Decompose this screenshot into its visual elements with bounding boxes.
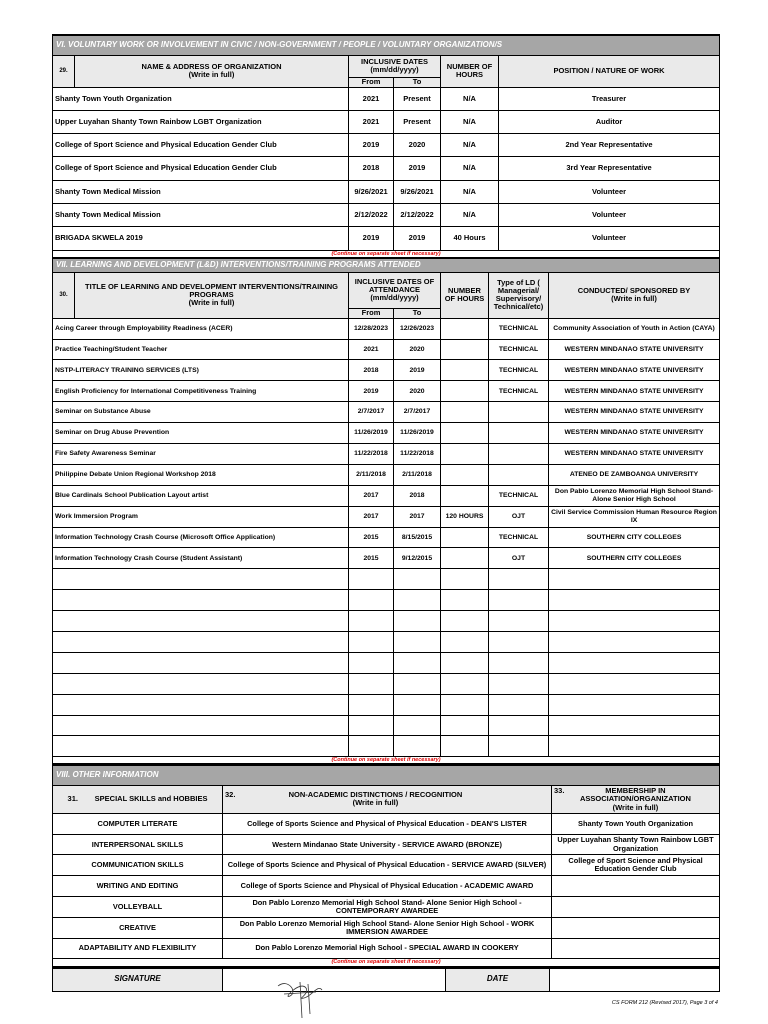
number-of-hours xyxy=(441,673,489,694)
ld-type xyxy=(489,423,549,444)
date-to: 9/12/2015 xyxy=(394,548,441,569)
hours-header: NUMBER OF HOURS xyxy=(441,272,489,318)
organization-name: Shanty Town Medical Mission xyxy=(53,180,349,203)
date-from xyxy=(349,569,394,590)
table-row xyxy=(53,813,720,834)
number-of-hours xyxy=(441,402,489,423)
training-title: English Proficiency for International Competitiveness Training xyxy=(53,381,349,402)
sponsor xyxy=(549,611,720,632)
continue-note: (Continue on separate sheet if necessary) xyxy=(53,250,720,257)
sponsor: ATENEO DE ZAMBOANGA UNIVERSITY xyxy=(549,464,720,485)
position: Treasurer xyxy=(499,87,720,110)
sponsor: WESTERN MINDANAO STATE UNIVERSITY xyxy=(549,402,720,423)
number-of-hours xyxy=(441,527,489,548)
number-of-hours: N/A xyxy=(441,110,499,133)
membership xyxy=(552,938,720,959)
table-row xyxy=(53,402,720,423)
item-number-33: 33. xyxy=(554,786,565,795)
ld-type: TECHNICAL xyxy=(489,339,549,360)
number-of-hours: 120 HOURS xyxy=(441,506,489,527)
item-number-32: 32. xyxy=(225,790,236,800)
date-from: 2021 xyxy=(349,110,394,133)
training-title xyxy=(53,673,349,694)
date-to: Present xyxy=(394,110,441,133)
date-from: 2019 xyxy=(349,134,394,157)
ld-type xyxy=(489,464,549,485)
date-from xyxy=(349,694,394,715)
training-title xyxy=(53,569,349,590)
date-from: 2018 xyxy=(349,360,394,381)
table-row xyxy=(53,876,720,897)
ld-type xyxy=(489,694,549,715)
sponsor: WESTERN MINDANAO STATE UNIVERSITY xyxy=(549,443,720,464)
date-to: 2/12/2022 xyxy=(394,203,441,226)
distinctions-header: 32. NON-ACADEMIC DISTINCTIONS / RECOGNITION (Write in full) xyxy=(223,785,552,813)
table-row xyxy=(53,485,720,506)
position: 3rd Year Representative xyxy=(499,157,720,180)
date-from: 2/7/2017 xyxy=(349,402,394,423)
inclusive-dates-header: INCLUSIVE DATES (mm/dd/yyyy) xyxy=(349,55,441,77)
ld-type-header: Type of LD ( Managerial/ Supervisory/ Technical/etc) xyxy=(489,272,549,318)
table-row xyxy=(53,339,720,360)
distinction: College of Sports Science and Physical of Physical Education - ACADEMIC AWARD xyxy=(223,876,552,897)
table-row xyxy=(53,673,720,694)
ld-type xyxy=(489,443,549,464)
number-of-hours xyxy=(441,694,489,715)
ld-type: TECHNICAL xyxy=(489,485,549,506)
special-skill: COMPUTER LITERATE xyxy=(53,813,223,834)
date-from: 12/28/2023 xyxy=(349,318,394,339)
distinction: College of Sports Science and Physical of Physical Education - DEAN'S LISTER xyxy=(223,813,552,834)
ld-type: OJT xyxy=(489,506,549,527)
number-of-hours: 40 Hours xyxy=(441,227,499,250)
form-footer: CS FORM 212 (Revised 2017), Page 3 of 4 xyxy=(611,1000,718,1006)
ld-type: OJT xyxy=(489,548,549,569)
item-number-31: 31. xyxy=(67,794,78,804)
table-row xyxy=(53,897,720,918)
ld-type: TECHNICAL xyxy=(489,527,549,548)
voluntary-work-table xyxy=(52,34,720,258)
handwritten-signature xyxy=(270,974,330,1019)
number-of-hours: N/A xyxy=(441,180,499,203)
table-row xyxy=(53,227,720,250)
training-title-header: TITLE OF LEARNING AND DEVELOPMENT INTERVENTIONS/TRAINING PROGRAMS (Write in full) xyxy=(75,272,349,318)
continue-note: (Continue on separate sheet if necessary) xyxy=(53,959,720,966)
table-row xyxy=(53,527,720,548)
sponsor xyxy=(549,631,720,652)
training-title xyxy=(53,590,349,611)
table-row xyxy=(53,203,720,226)
date-from: 2019 xyxy=(349,381,394,402)
membership xyxy=(552,876,720,897)
date-from: 2015 xyxy=(349,548,394,569)
organization-name: Shanty Town Youth Organization xyxy=(53,87,349,110)
table-row xyxy=(53,443,720,464)
date-from: 2/12/2022 xyxy=(349,203,394,226)
date-to: 11/26/2019 xyxy=(394,423,441,444)
hours-header: NUMBER OF HOURS xyxy=(441,55,499,87)
skills-header: 31. SPECIAL SKILLS and HOBBIES xyxy=(53,785,223,813)
sponsor xyxy=(549,715,720,736)
membership: College of Sport Science and Physical Education Gender Club xyxy=(552,855,720,876)
table-row xyxy=(53,938,720,959)
date-to: 2020 xyxy=(394,339,441,360)
distinction: Western Mindanao State University - SERVICE AWARD (BRONZE) xyxy=(223,834,552,855)
sponsor: SOUTHERN CITY COLLEGES xyxy=(549,527,720,548)
table-row xyxy=(53,694,720,715)
date-from xyxy=(349,611,394,632)
number-of-hours xyxy=(441,318,489,339)
date-from: 11/22/2018 xyxy=(349,443,394,464)
date-to xyxy=(394,715,441,736)
item-number-30: 30. xyxy=(53,272,75,318)
date-from xyxy=(349,736,394,757)
training-title xyxy=(53,736,349,757)
date-to: Present xyxy=(394,87,441,110)
date-to: 2/11/2018 xyxy=(394,464,441,485)
date-from: 9/26/2021 xyxy=(349,180,394,203)
org-name-header: NAME & ADDRESS OF ORGANIZATION (Write in full) xyxy=(75,55,349,87)
ld-type xyxy=(489,673,549,694)
ld-type: TECHNICAL xyxy=(489,318,549,339)
table-row xyxy=(53,464,720,485)
special-skill: VOLLEYBALL xyxy=(53,897,223,918)
to-header: To xyxy=(394,77,441,87)
position: Volunteer xyxy=(499,227,720,250)
date-field[interactable] xyxy=(550,968,720,992)
ld-type xyxy=(489,631,549,652)
table-row xyxy=(53,134,720,157)
special-skill: INTERPERSONAL SKILLS xyxy=(53,834,223,855)
membership-header: 33. MEMBERSHIP IN ASSOCIATION/ORGANIZATION (Write in full) xyxy=(552,785,720,813)
distinction: Don Pablo Lorenzo Memorial High School Stand- Alone Senior High School - WORK IMMERSION AWARDEE xyxy=(223,917,552,938)
training-title: Philippine Debate Union Regional Workshop 2018 xyxy=(53,464,349,485)
date-to: 12/26/2023 xyxy=(394,318,441,339)
number-of-hours xyxy=(441,381,489,402)
number-of-hours xyxy=(441,443,489,464)
ld-type xyxy=(489,736,549,757)
training-title: Practice Teaching/Student Teacher xyxy=(53,339,349,360)
number-of-hours xyxy=(441,360,489,381)
date-to: 2019 xyxy=(394,157,441,180)
number-of-hours xyxy=(441,715,489,736)
training-title: Acing Career through Employability Readiness (ACER) xyxy=(53,318,349,339)
special-skill: CREATIVE xyxy=(53,917,223,938)
section-vi-title: VI. VOLUNTARY WORK OR INVOLVEMENT IN CIVIC / NON-GOVERNMENT / PEOPLE / VOLUNTARY ORGANIZATION/S xyxy=(53,35,720,55)
date-from: 2017 xyxy=(349,485,394,506)
number-of-hours xyxy=(441,569,489,590)
ld-type xyxy=(489,590,549,611)
distinction: College of Sports Science and Physical of Physical Education - SERVICE AWARD (SILVER) xyxy=(223,855,552,876)
date-to xyxy=(394,569,441,590)
organization-name: Upper Luyahan Shanty Town Rainbow LGBT Organization xyxy=(53,110,349,133)
training-title xyxy=(53,652,349,673)
training-title: Seminar on Drug Abuse Prevention xyxy=(53,423,349,444)
table-row xyxy=(53,855,720,876)
table-row xyxy=(53,917,720,938)
date-from xyxy=(349,652,394,673)
pds-page-3 xyxy=(52,34,719,992)
distinction: Don Pablo Lorenzo Memorial High School - SPECIAL AWARD IN COOKERY xyxy=(223,938,552,959)
sponsor: Community Association of Youth in Action (CAYA) xyxy=(549,318,720,339)
membership: Shanty Town Youth Organization xyxy=(552,813,720,834)
position-header: POSITION / NATURE OF WORK xyxy=(499,55,720,87)
table-row xyxy=(53,360,720,381)
date-from: 11/26/2019 xyxy=(349,423,394,444)
date-to: 9/26/2021 xyxy=(394,180,441,203)
signature-table xyxy=(52,967,720,993)
table-row xyxy=(53,652,720,673)
date-to xyxy=(394,652,441,673)
date-from xyxy=(349,715,394,736)
table-row xyxy=(53,569,720,590)
ld-type xyxy=(489,402,549,423)
membership xyxy=(552,917,720,938)
continue-note: (Continue on separate sheet if necessary) xyxy=(53,757,720,764)
ld-type xyxy=(489,611,549,632)
date-to: 2018 xyxy=(394,485,441,506)
sponsor xyxy=(549,736,720,757)
date-from xyxy=(349,590,394,611)
sponsor xyxy=(549,694,720,715)
ld-type: TECHNICAL xyxy=(489,360,549,381)
attendance-dates-header: INCLUSIVE DATES OF ATTENDANCE (mm/dd/yyyy) xyxy=(349,272,441,308)
date-from: 2018 xyxy=(349,157,394,180)
date-to xyxy=(394,673,441,694)
table-row xyxy=(53,318,720,339)
ld-type xyxy=(489,715,549,736)
other-information-table xyxy=(52,764,720,966)
training-title xyxy=(53,694,349,715)
training-title: Information Technology Crash Course (Microsoft Office Application) xyxy=(53,527,349,548)
table-row xyxy=(53,611,720,632)
distinction: Don Pablo Lorenzo Memorial High School Stand- Alone Senior High School - CONTEMPORARY AWARDEE xyxy=(223,897,552,918)
from-header: From xyxy=(349,77,394,87)
sponsor: WESTERN MINDANAO STATE UNIVERSITY xyxy=(549,339,720,360)
date-from: 2/11/2018 xyxy=(349,464,394,485)
number-of-hours: N/A xyxy=(441,203,499,226)
number-of-hours xyxy=(441,423,489,444)
table-row xyxy=(53,180,720,203)
ld-type: TECHNICAL xyxy=(489,381,549,402)
date-to xyxy=(394,611,441,632)
date-to xyxy=(394,631,441,652)
membership xyxy=(552,897,720,918)
sponsor: WESTERN MINDANAO STATE UNIVERSITY xyxy=(549,423,720,444)
number-of-hours xyxy=(441,652,489,673)
sponsor: Civil Service Commission Human Resource Region IX xyxy=(549,506,720,527)
date-from: 2019 xyxy=(349,227,394,250)
date-from xyxy=(349,673,394,694)
date-from xyxy=(349,631,394,652)
date-label: DATE xyxy=(446,968,550,992)
item-number-29: 29. xyxy=(53,55,75,87)
organization-name: Shanty Town Medical Mission xyxy=(53,203,349,226)
date-to: 2020 xyxy=(394,381,441,402)
signature-label: SIGNATURE xyxy=(53,968,223,992)
number-of-hours: N/A xyxy=(441,87,499,110)
training-title: Seminar on Substance Abuse xyxy=(53,402,349,423)
table-row xyxy=(53,736,720,757)
number-of-hours xyxy=(441,611,489,632)
section-viii-title: VIII. OTHER INFORMATION xyxy=(53,765,720,785)
number-of-hours xyxy=(441,485,489,506)
number-of-hours xyxy=(441,590,489,611)
number-of-hours xyxy=(441,736,489,757)
organization-name: BRIGADA SKWELA 2019 xyxy=(53,227,349,250)
date-to: 8/15/2015 xyxy=(394,527,441,548)
table-row xyxy=(53,590,720,611)
table-row xyxy=(53,506,720,527)
number-of-hours xyxy=(441,548,489,569)
table-row xyxy=(53,631,720,652)
table-row xyxy=(53,157,720,180)
table-row xyxy=(53,110,720,133)
date-to xyxy=(394,736,441,757)
date-to: 2/7/2017 xyxy=(394,402,441,423)
training-title: Work Immersion Program xyxy=(53,506,349,527)
position: Volunteer xyxy=(499,180,720,203)
table-row xyxy=(53,423,720,444)
date-to: 2019 xyxy=(394,227,441,250)
sponsor xyxy=(549,569,720,590)
ld-type xyxy=(489,652,549,673)
date-to: 2019 xyxy=(394,360,441,381)
special-skill: WRITING AND EDITING xyxy=(53,876,223,897)
training-title: Fire Safety Awareness Seminar xyxy=(53,443,349,464)
to-header: To xyxy=(394,308,441,318)
date-to xyxy=(394,590,441,611)
date-to: 2020 xyxy=(394,134,441,157)
sponsor: WESTERN MINDANAO STATE UNIVERSITY xyxy=(549,360,720,381)
membership: Upper Luyahan Shanty Town Rainbow LGBT Organization xyxy=(552,834,720,855)
training-title xyxy=(53,611,349,632)
sponsor: SOUTHERN CITY COLLEGES xyxy=(549,548,720,569)
date-to xyxy=(394,694,441,715)
sponsor xyxy=(549,652,720,673)
organization-name: College of Sport Science and Physical Education Gender Club xyxy=(53,157,349,180)
position: Auditor xyxy=(499,110,720,133)
sponsor: Don Pablo Lorenzo Memorial High School Stand- Alone Senior High School xyxy=(549,485,720,506)
table-row xyxy=(53,87,720,110)
training-title: Blue Cardinals School Publication Layout artist xyxy=(53,485,349,506)
sponsor xyxy=(549,673,720,694)
sponsor: WESTERN MINDANAO STATE UNIVERSITY xyxy=(549,381,720,402)
table-row xyxy=(53,715,720,736)
date-from: 2015 xyxy=(349,527,394,548)
date-from: 2021 xyxy=(349,339,394,360)
from-header: From xyxy=(349,308,394,318)
date-to: 2017 xyxy=(394,506,441,527)
training-title: NSTP-LITERACY TRAINING SERVICES (LTS) xyxy=(53,360,349,381)
table-row xyxy=(53,834,720,855)
section-vii-title: VII. LEARNING AND DEVELOPMENT (L&D) INTERVENTIONS/TRAINING PROGRAMS ATTENDED xyxy=(53,258,720,272)
training-title: Information Technology Crash Course (Student Assistant) xyxy=(53,548,349,569)
signature-field[interactable] xyxy=(223,968,446,992)
training-title xyxy=(53,715,349,736)
special-skill: ADAPTABILITY AND FLEXIBILITY xyxy=(53,938,223,959)
position: Volunteer xyxy=(499,203,720,226)
number-of-hours xyxy=(441,464,489,485)
ld-type xyxy=(489,569,549,590)
special-skill: COMMUNICATION SKILLS xyxy=(53,855,223,876)
table-row xyxy=(53,548,720,569)
training-table xyxy=(52,258,720,765)
number-of-hours xyxy=(441,339,489,360)
number-of-hours xyxy=(441,631,489,652)
sponsor xyxy=(549,590,720,611)
date-from: 2017 xyxy=(349,506,394,527)
number-of-hours: N/A xyxy=(441,157,499,180)
sponsor-header: CONDUCTED/ SPONSORED BY (Write in full) xyxy=(549,272,720,318)
organization-name: College of Sport Science and Physical Education Gender Club xyxy=(53,134,349,157)
table-row xyxy=(53,381,720,402)
date-from: 2021 xyxy=(349,87,394,110)
date-to: 11/22/2018 xyxy=(394,443,441,464)
position: 2nd Year Representative xyxy=(499,134,720,157)
training-title xyxy=(53,631,349,652)
number-of-hours: N/A xyxy=(441,134,499,157)
